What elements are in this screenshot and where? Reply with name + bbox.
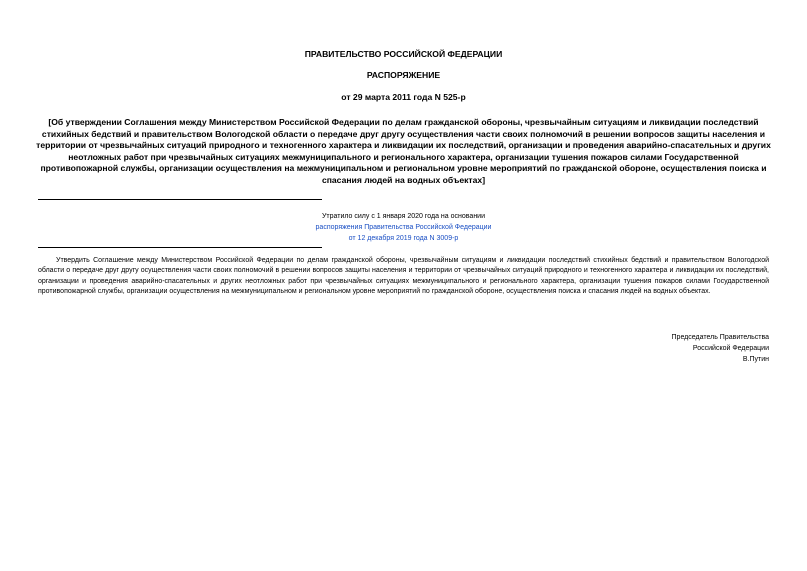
body-paragraph: Утвердить Соглашение между Министерством Российской Федерации по делам гражданской обороны, чрезвычайным ситуациям и ликвидации последствий стихийных бедствий и правительством Вологодской области о передаче друг другу осуществления части своих полномочий в решении вопросов защиты населения и территории от чрезвычайных ситуаций природного и техногенного характера и ликвидации их последствий, организации и проведения аварийно-спасательных и других неотложных работ при чрезвычайных ситуациях межмуниципального и регионального характера, организации тушения пожаров силами Государственной противопожарной службы, организации осуществления на межмуниципальном и региональном уровне мероприятий по гражданской обороне, осуществления поиска и спасания людей на водных объектах. (38, 257, 769, 296)
divider-bottom (38, 247, 322, 248)
document-subject: [Об утверждении Соглашения между Министерством Российской Федерации по делам гражданской обороны, чрезвычайным ситуациям и ликвидации последствий стихийных бедствий и правительством Вологодской области о передаче друг другу осуществления части своих полномочий в решении вопросов защиты населения и территории от чрезвычайных ситуаций природного и техногенного характера и ликвидации их последствий, организации и проведения аварийно-спасательных и других неотложных работ при чрезвычайных ситуациях межмуниципального и регионального характера, организации тушения пожаров силами Государственной противопожарной службы, организации осуществления на межмуниципальном и региональном уровне мероприятий по гражданской обороне, осуществления поиска и спасания людей на водных объектах] (36, 117, 771, 185)
status-link-decree[interactable]: распоряжения Правительства Российской Федерации (315, 224, 492, 231)
document-date-number: от 29 марта 2011 года N 525-р (341, 92, 466, 102)
signature-position: Председатель Правительства (671, 334, 769, 341)
document-type: РАСПОРЯЖЕНИЕ (366, 70, 441, 80)
divider-top (38, 199, 322, 200)
status-link-date[interactable]: от 12 декабря 2019 года N 3009-р (348, 235, 459, 242)
signature-name: В.Путин (742, 356, 769, 363)
signature-organization: Российской Федерации (692, 345, 769, 352)
government-title: ПРАВИТЕЛЬСТВО РОССИЙСКОЙ ФЕДЕРАЦИИ (304, 49, 503, 59)
status-note: Утратило силу с 1 января 2020 года на основании (321, 213, 486, 220)
